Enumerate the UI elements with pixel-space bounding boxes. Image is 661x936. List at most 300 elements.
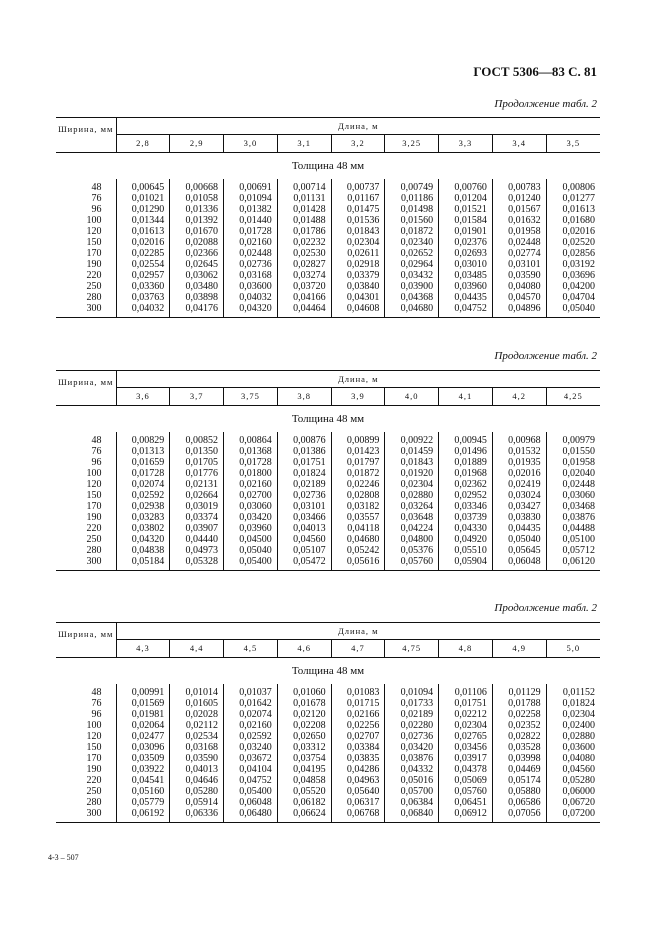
volume-cell: 0,02774 [492,248,546,259]
volume-cell: 0,01958 [546,457,600,468]
volume-cell: 0,01715 [331,698,385,709]
volume-cell: 0,04500 [224,534,278,545]
volume-cell: 0,02189 [277,479,331,490]
volume-cell: 0,03168 [170,742,224,753]
volume-cell: 0,01670 [170,226,224,237]
volume-cell: 0,03480 [170,281,224,292]
volume-cell: 0,05880 [492,786,546,797]
volume-cell: 0,05520 [277,786,331,797]
volume-cell: 0,03060 [224,501,278,512]
volume-cell: 0,06480 [224,808,278,823]
volume-cell: 0,01642 [224,698,278,709]
volume-cell: 0,01872 [331,468,385,479]
width-cell: 190 [86,764,102,775]
volume-cell: 0,02304 [439,720,493,731]
table-row [56,479,600,490]
width-cell: 76 [91,193,102,204]
volume-cell: 0,04332 [385,764,439,775]
volume-cell: 0,04378 [439,764,493,775]
volume-cell: 0,04541 [116,775,170,786]
width-cell: 220 [86,270,102,281]
width-cell: 300 [56,808,116,823]
length-col-header: 3,3 [439,135,493,153]
continuation-label: Продолжение табл. 2 [494,98,597,110]
volume-cell: 0,00714 [277,179,331,193]
volume-cell: 0,03101 [492,259,546,270]
volume-cell: 0,04032 [116,303,170,318]
volume-cell: 0,03096 [116,742,170,753]
volume-cell: 0,05016 [385,775,439,786]
length-col-header: 3,1 [277,135,331,153]
volume-cell: 0,05069 [439,775,493,786]
volume-cell: 0,02028 [170,709,224,720]
table-row [56,270,600,281]
volume-cell: 0,03922 [116,764,170,775]
volume-cell: 0,03876 [546,512,600,523]
width-cell: 170 [86,248,102,259]
volume-cell: 0,02938 [116,501,170,512]
volume-cell: 0,06192 [116,808,170,823]
volume-cell: 0,02112 [170,720,224,731]
volume-cell: 0,03432 [385,270,439,281]
volume-cell: 0,03264 [385,501,439,512]
volume-cell: 0,01386 [277,446,331,457]
length-col-header: 4,4 [170,640,224,658]
width-cell: 220 [86,523,102,534]
volume-cell: 0,01060 [277,684,331,698]
volume-cell: 0,02808 [331,490,385,501]
length-col-header: 3,7 [170,388,224,406]
width-cell: 170 [86,501,102,512]
volume-cell: 0,04166 [277,292,331,303]
volume-cell: 0,01935 [492,457,546,468]
length-col-header: 3,2 [331,135,385,153]
length-col-header: 3,25 [385,135,439,153]
volume-cell: 0,01605 [170,698,224,709]
volume-cell: 0,00783 [492,179,546,193]
volume-cell: 0,04118 [331,523,385,534]
volume-cell: 0,01981 [116,709,170,720]
volume-cell: 0,01751 [277,457,331,468]
volume-cell: 0,01037 [224,684,278,698]
volume-cell: 0,05760 [385,556,439,571]
volume-cell: 0,02304 [385,479,439,490]
volume-cell: 0,01659 [116,457,170,468]
table-row [56,512,600,523]
volume-cell: 0,04973 [170,545,224,556]
volume-cell: 0,03876 [385,753,439,764]
volume-cell: 0,01368 [224,446,278,457]
volume-cell: 0,04680 [385,303,439,318]
volume-cell: 0,05107 [277,545,331,556]
width-cell: 120 [86,479,102,490]
width-cell: 190 [86,259,102,270]
volume-cell: 0,03384 [331,742,385,753]
volume-cell: 0,03024 [492,490,546,501]
volume-cell: 0,03835 [331,753,385,764]
table-row [56,775,600,786]
volume-cell: 0,01532 [492,446,546,457]
volume-cell: 0,01498 [385,204,439,215]
volume-cell: 0,05760 [439,786,493,797]
volume-cell: 0,02074 [224,709,278,720]
volume-cell: 0,01277 [546,193,600,204]
width-cell: 76 [91,698,102,709]
table-row [56,226,600,237]
volume-cell: 0,02074 [116,479,170,490]
table-row [56,534,600,545]
table-row [56,204,600,215]
volume-cell: 0,01083 [331,684,385,698]
volume-cell: 0,03010 [439,259,493,270]
volume-cell: 0,04080 [492,281,546,292]
length-col-header: 4,7 [331,640,385,658]
continuation-label: Продолжение табл. 2 [494,350,597,362]
volume-cell: 0,07200 [546,808,600,823]
volume-cell: 0,05376 [385,545,439,556]
volume-cell: 0,03739 [439,512,493,523]
volume-cell: 0,07056 [492,808,546,823]
volume-cell: 0,06840 [385,808,439,823]
volume-cell: 0,04013 [277,523,331,534]
table-row [56,720,600,731]
width-header: Ширина, мм [56,371,116,406]
length-col-header: 3,8 [277,388,331,406]
volume-cell: 0,01728 [224,226,278,237]
volume-cell: 0,03648 [385,512,439,523]
volume-cell: 0,03960 [439,281,493,292]
width-cell: 150 [86,742,102,753]
thickness-label: Толщина 48 мм [291,664,365,677]
table-row [56,545,600,556]
volume-cell: 0,01824 [277,468,331,479]
volume-cell: 0,03898 [170,292,224,303]
thickness-label: Толщина 48 мм [291,412,365,425]
volume-cell: 0,02246 [331,479,385,490]
length-col-header: 4,6 [277,640,331,658]
volume-cell: 0,03696 [546,270,600,281]
data-table [56,117,600,318]
volume-cell: 0,01167 [331,193,385,204]
volume-cell: 0,01058 [170,193,224,204]
volume-cell: 0,04646 [170,775,224,786]
volume-cell: 0,02064 [116,720,170,731]
volume-cell: 0,02304 [546,709,600,720]
volume-cell: 0,02160 [224,479,278,490]
table-row [56,303,600,318]
volume-cell: 0,05184 [116,556,170,571]
volume-cell: 0,01968 [439,468,493,479]
length-col-header: 3,5 [546,135,600,153]
volume-cell: 0,03466 [277,512,331,523]
volume-cell: 0,02736 [277,490,331,501]
volume-cell: 0,04560 [277,534,331,545]
volume-cell: 0,02304 [331,237,385,248]
volume-cell: 0,00945 [439,432,493,446]
length-col-header: 3,4 [492,135,546,153]
volume-cell: 0,00852 [170,432,224,446]
table-row [56,446,600,457]
volume-cell: 0,04104 [224,764,278,775]
volume-cell: 0,04680 [331,534,385,545]
volume-cell: 0,02964 [385,259,439,270]
width-cell: 76 [91,446,102,457]
volume-cell: 0,03468 [546,501,600,512]
length-col-header: 3,6 [116,388,170,406]
volume-cell: 0,02189 [385,709,439,720]
table-body [56,432,600,571]
volume-cell: 0,01901 [439,226,493,237]
volume-cell: 0,01131 [277,193,331,204]
volume-cell: 0,06000 [546,786,600,797]
volume-cell: 0,02212 [439,709,493,720]
volume-cell: 0,01014 [170,684,224,698]
volume-cell: 0,02366 [170,248,224,259]
table-row [56,808,600,823]
length-col-header: 4,2 [492,388,546,406]
volume-cell: 0,03101 [277,501,331,512]
volume-cell: 0,02957 [116,270,170,281]
table-row [56,490,600,501]
volume-cell: 0,00829 [116,432,170,446]
width-cell: 300 [56,556,116,571]
width-cell: 96 [91,709,102,720]
length-col-header: 3,9 [331,388,385,406]
volume-cell: 0,04301 [331,292,385,303]
length-col-header: 4,25 [546,388,600,406]
volume-cell: 0,01788 [492,698,546,709]
volume-cell: 0,02285 [116,248,170,259]
volume-cell: 0,01843 [385,457,439,468]
volume-cell: 0,03420 [385,742,439,753]
volume-cell: 0,02477 [116,731,170,742]
volume-cell: 0,01680 [546,215,600,226]
length-col-header: 4,0 [385,388,439,406]
volume-cell: 0,03754 [277,753,331,764]
width-cell: 190 [86,512,102,523]
volume-cell: 0,04200 [546,281,600,292]
volume-cell: 0,01584 [439,215,493,226]
volume-cell: 0,01678 [277,698,331,709]
volume-cell: 0,01920 [385,468,439,479]
volume-cell: 0,02448 [546,479,600,490]
volume-cell: 0,04464 [277,303,331,318]
table-body [56,684,600,823]
width-cell: 150 [86,490,102,501]
volume-cell: 0,03168 [224,270,278,281]
width-cell: 96 [91,457,102,468]
width-header: Ширина, мм [56,118,116,153]
volume-cell: 0,02520 [546,237,600,248]
volume-cell: 0,03509 [116,753,170,764]
length-col-header: 2,9 [170,135,224,153]
volume-cell: 0,01021 [116,193,170,204]
volume-cell: 0,01889 [439,457,493,468]
volume-cell: 0,01204 [439,193,493,204]
table-row [56,237,600,248]
volume-cell: 0,00899 [331,432,385,446]
width-header: Ширина, мм [56,623,116,658]
volume-cell: 0,02016 [546,226,600,237]
volume-cell: 0,00979 [546,432,600,446]
volume-cell: 0,02693 [439,248,493,259]
volume-cell: 0,01428 [277,204,331,215]
volume-cell: 0,03672 [224,753,278,764]
length-header: Длина, м [116,371,600,388]
volume-cell: 0,03998 [492,753,546,764]
volume-cell: 0,03917 [439,753,493,764]
volume-cell: 0,01728 [224,457,278,468]
volume-cell: 0,03590 [170,753,224,764]
volume-cell: 0,01550 [546,446,600,457]
volume-cell: 0,01786 [277,226,331,237]
table-row [56,292,600,303]
volume-cell: 0,02650 [277,731,331,742]
table-row [56,259,600,270]
volume-cell: 0,01521 [439,204,493,215]
width-cell: 250 [86,534,102,545]
volume-cell: 0,00691 [224,179,278,193]
table-row [56,468,600,479]
volume-cell: 0,01382 [224,204,278,215]
width-cell: 300 [56,303,116,318]
volume-cell: 0,01567 [492,204,546,215]
volume-cell: 0,01313 [116,446,170,457]
volume-cell: 0,02856 [546,248,600,259]
volume-cell: 0,03240 [224,742,278,753]
width-cell: 120 [86,731,102,742]
volume-cell: 0,02208 [277,720,331,731]
volume-cell: 0,01613 [116,226,170,237]
length-col-header: 3,75 [224,388,278,406]
volume-cell: 0,03274 [277,270,331,281]
volume-cell: 0,01728 [116,468,170,479]
volume-cell: 0,06720 [546,797,600,808]
volume-cell: 0,05040 [546,303,600,318]
length-col-header: 4,8 [439,640,493,658]
width-cell: 48 [91,435,102,446]
table-row [56,281,600,292]
volume-cell: 0,03019 [170,501,224,512]
volume-cell: 0,02534 [170,731,224,742]
volume-cell: 0,01392 [170,215,224,226]
volume-cell: 0,01733 [385,698,439,709]
volume-cell: 0,04920 [439,534,493,545]
volume-cell: 0,04560 [546,764,600,775]
table-row [56,709,600,720]
volume-cell: 0,03374 [170,512,224,523]
volume-cell: 0,05174 [492,775,546,786]
volume-cell: 0,05640 [331,786,385,797]
volume-cell: 0,04435 [439,292,493,303]
volume-cell: 0,06120 [546,556,600,571]
volume-cell: 0,01776 [170,468,224,479]
volume-cell: 0,03907 [170,523,224,534]
width-cell: 96 [91,204,102,215]
volume-cell: 0,02592 [116,490,170,501]
volume-cell: 0,02160 [224,237,278,248]
volume-cell: 0,04195 [277,764,331,775]
volume-cell: 0,03840 [331,281,385,292]
volume-cell: 0,01094 [224,193,278,204]
volume-cell: 0,05712 [546,545,600,556]
volume-cell: 0,01632 [492,215,546,226]
volume-cell: 0,06336 [170,808,224,823]
volume-cell: 0,05280 [170,786,224,797]
volume-cell: 0,04858 [277,775,331,786]
volume-cell: 0,02088 [170,237,224,248]
volume-cell: 0,04752 [439,303,493,318]
volume-cell: 0,05779 [116,797,170,808]
volume-cell: 0,03283 [116,512,170,523]
width-cell: 100 [86,468,102,479]
volume-cell: 0,02952 [439,490,493,501]
table-row [56,786,600,797]
volume-cell: 0,01094 [385,684,439,698]
volume-cell: 0,02120 [277,709,331,720]
volume-cell: 0,02880 [546,731,600,742]
volume-cell: 0,06768 [331,808,385,823]
volume-cell: 0,02160 [224,720,278,731]
volume-cell: 0,03960 [224,523,278,534]
volume-cell: 0,00922 [385,432,439,446]
volume-cell: 0,04963 [331,775,385,786]
volume-cell: 0,06048 [224,797,278,808]
volume-cell: 0,03600 [546,742,600,753]
volume-cell: 0,05328 [170,556,224,571]
thickness-label: Толщина 48 мм [291,159,365,172]
volume-cell: 0,04838 [116,545,170,556]
volume-cell: 0,01344 [116,215,170,226]
volume-cell: 0,02448 [492,237,546,248]
length-col-header: 4,1 [439,388,493,406]
volume-cell: 0,02016 [492,468,546,479]
volume-cell: 0,02611 [331,248,385,259]
volume-cell: 0,01705 [170,457,224,468]
volume-cell: 0,02352 [492,720,546,731]
length-col-header: 4,75 [385,640,439,658]
volume-cell: 0,04224 [385,523,439,534]
volume-cell: 0,00668 [170,179,224,193]
width-cell: 220 [86,775,102,786]
volume-cell: 0,02040 [546,468,600,479]
volume-cell: 0,01824 [546,698,600,709]
volume-cell: 0,00968 [492,432,546,446]
length-header: Длина, м [116,118,600,135]
volume-cell: 0,01560 [385,215,439,226]
volume-cell: 0,02822 [492,731,546,742]
page-header: ГОСТ 5306—83 С. 81 [473,64,597,79]
volume-cell: 0,04570 [492,292,546,303]
length-col-header: 4,9 [492,640,546,658]
width-cell: 100 [86,215,102,226]
volume-cell: 0,01536 [331,215,385,226]
volume-cell: 0,03420 [224,512,278,523]
volume-cell: 0,04704 [546,292,600,303]
volume-cell: 0,06586 [492,797,546,808]
volume-cell: 0,03763 [116,292,170,303]
volume-cell: 0,01106 [439,684,493,698]
volume-cell: 0,00876 [277,432,331,446]
volume-cell: 0,05400 [224,556,278,571]
volume-cell: 0,01751 [439,698,493,709]
table-row [56,215,600,226]
volume-cell: 0,06317 [331,797,385,808]
volume-cell: 0,01152 [546,684,600,698]
table-row [56,556,600,571]
volume-cell: 0,01800 [224,468,278,479]
width-cell: 100 [86,720,102,731]
